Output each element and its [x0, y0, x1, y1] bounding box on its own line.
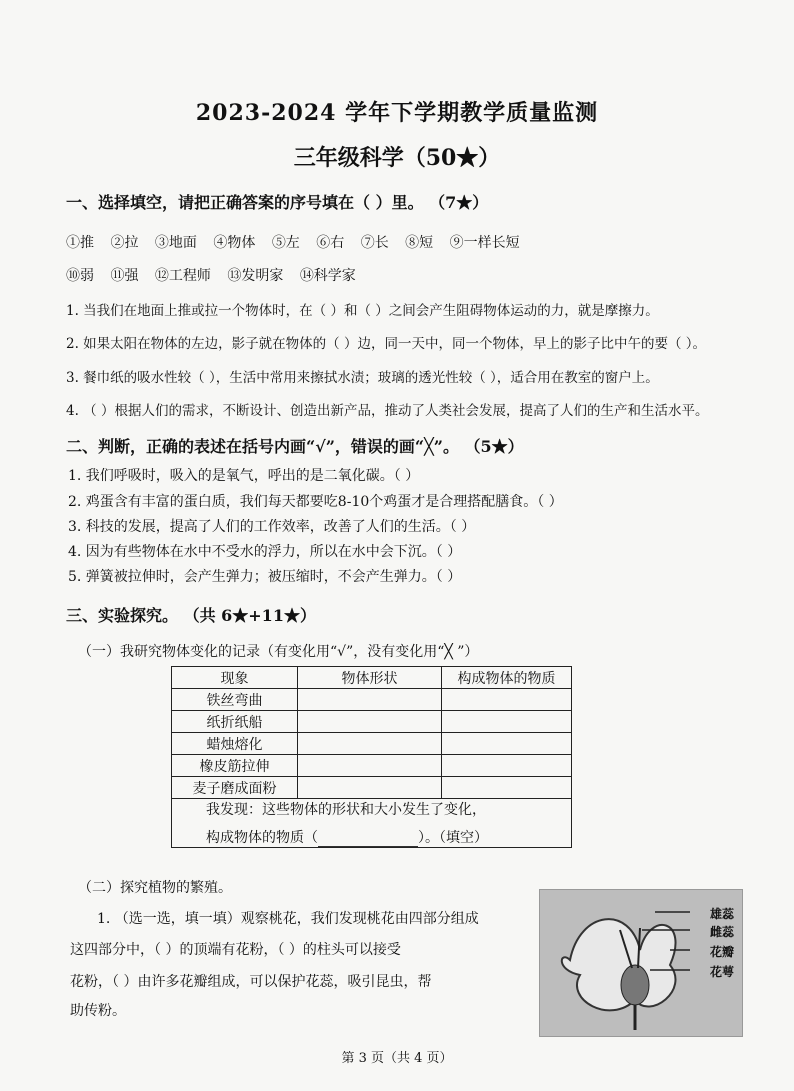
part2-q1-line: 这四部分中，（ ）的顶端有花粉，（ ）的柱头可以接受 — [70, 942, 401, 958]
flower-label: 雌蕊 — [709, 925, 734, 939]
answer-cell[interactable] — [442, 711, 572, 733]
answer-cell[interactable] — [442, 777, 572, 799]
flower-label: 花萼 — [709, 965, 734, 979]
part2-q1-line: 花粉，（ ）由许多花瓣组成，可以保护花蕊，吸引昆虫，帮 — [70, 974, 432, 990]
question: 3. 科技的发展，提高了人们的工作效率，改善了人们的生活。（ ） — [68, 519, 476, 535]
answer-cell[interactable] — [442, 689, 572, 711]
peach-flower-diagram — [539, 889, 743, 1037]
option: ⑤左 — [271, 235, 300, 251]
table-row — [172, 711, 572, 733]
option: ⑪强 — [110, 268, 139, 284]
option: ②拉 — [110, 235, 139, 251]
option: ⑦长 — [360, 235, 389, 251]
option: ⑫工程师 — [154, 268, 211, 284]
section1-title: 一、选择填空，请把正确答案的序号填在（ ）里。 （7★） — [66, 193, 489, 212]
page-footer: 第 3 页（共 4 页） — [341, 1051, 453, 1066]
question: 4. 因为有些物体在水中不受水的浮力，所以在水中会下沉。（ ） — [68, 544, 462, 560]
flower-label: 花瓣 — [709, 945, 734, 959]
table-header: 物体形状 — [298, 667, 442, 689]
answer-cell[interactable] — [298, 711, 442, 733]
part2-q1-line: 1. （选一选，填一填）观察桃花，我们发现桃花由四部分组成 — [97, 911, 479, 927]
question: 1. 我们呼吸时，吸入的是氧气，呼出的是二氧化碳。（ ） — [68, 468, 420, 484]
options-row-1 — [66, 232, 532, 252]
table-cell: 铁丝弯曲 — [172, 689, 298, 711]
option: ⑭科学家 — [299, 268, 356, 284]
option: ④物体 — [213, 235, 256, 251]
table-header: 现象 — [172, 667, 298, 689]
table-cell: 麦子磨成面粉 — [172, 777, 298, 799]
table-cell: 橡皮筋拉伸 — [172, 755, 298, 777]
subject-title: 三年级科学（50★） — [293, 145, 501, 171]
part1-title: （一）我研究物体变化的记录（有变化用“√”，没有变化用“╳ ”） — [78, 644, 479, 660]
part2-title: （二）探究植物的繁殖。 — [78, 880, 232, 896]
answer-cell[interactable] — [298, 755, 442, 777]
question: 4. （ ）根据人们的需求，不断设计、创造出新产品，推动了人类社会发展，提高了人们的生产和生活水平。 — [66, 403, 709, 419]
finding-line-2: 构成物体的物质（ ）。（填空） — [206, 830, 488, 846]
option: ⑩弱 — [66, 268, 94, 284]
finding-line-1: 我发现：这些物体的形状和大小发生了变化， — [206, 802, 486, 818]
section2-title: 二、判断，正确的表述在括号内画“√”，错误的画“╳”。 （5★） — [66, 437, 524, 456]
option: ⑨一样长短 — [449, 235, 520, 251]
answer-cell[interactable] — [298, 733, 442, 755]
part2-q1-line: 助传粉。 — [70, 1003, 126, 1019]
options-row-2 — [66, 265, 368, 285]
table-row — [172, 689, 572, 711]
question: 2. 鸡蛋含有丰富的蛋白质，我们每天都要吃8-10个鸡蛋才是合理搭配膳食。（ ） — [68, 494, 563, 510]
table-row — [172, 777, 572, 799]
question: 2. 如果太阳在物体的左边，影子就在物体的（ ）边，同一天中，同一个物体，早上的影子比中午的要（ ）。 — [66, 336, 707, 352]
answer-cell[interactable] — [298, 689, 442, 711]
table-row — [172, 733, 572, 755]
answer-cell[interactable] — [298, 777, 442, 799]
observation-table — [171, 666, 572, 848]
table-header: 构成物体的物质 — [442, 667, 572, 689]
exam-title: 2023-2024 学年下学期教学质量监测 — [195, 100, 599, 126]
table-row — [172, 755, 572, 777]
answer-cell[interactable] — [442, 755, 572, 777]
question: 3. 餐巾纸的吸水性较（ ），生活中常用来擦拭水渍；玻璃的透光性较（ ），适合用在教室的窗户上。 — [66, 370, 659, 386]
option: ⑧短 — [405, 235, 434, 251]
option: ⑥右 — [316, 235, 345, 251]
section3-title: 三、实验探究。 （共 6★+11★） — [66, 606, 316, 625]
flower-label: 雄蕊 — [709, 907, 734, 921]
finding-blank[interactable] — [318, 832, 418, 847]
option: ⑬发明家 — [227, 268, 284, 284]
question: 5. 弹簧被拉伸时，会产生弹力；被压缩时，不会产生弹力。（ ） — [68, 569, 462, 585]
table-cell: 纸折纸船 — [172, 711, 298, 733]
question: 1. 当我们在地面上推或拉一个物体时，在（ ）和（ ）之间会产生阻碍物体运动的力，就是摩擦力。 — [66, 303, 659, 319]
option: ①推 — [66, 235, 94, 251]
table-cell: 蜡烛熔化 — [172, 733, 298, 755]
answer-cell[interactable] — [442, 733, 572, 755]
option: ③地面 — [154, 235, 197, 251]
finding-note — [172, 799, 572, 848]
